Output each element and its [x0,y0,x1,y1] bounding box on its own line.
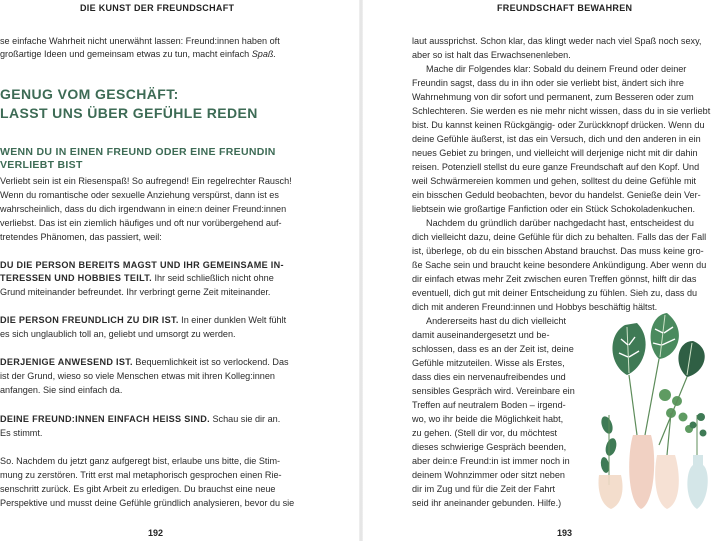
body-line: dass dies ein nervenaufreibendes und [412,372,566,382]
body-line: aber so ist halt das Erwachsenenleben. [412,50,571,60]
closing-line: So. Nachdem du jetzt ganz aufgeregt bist, erlaube uns bitte, die Stim- [0,456,281,466]
body-line: zu gehen. (Stell dir vor, du möchtest [412,428,558,438]
subheading-line-2: VERLIEBT BIST [0,159,83,171]
body-line: dir einfach etwas mehr Zeit zwischen euren Treffen gönnst, hilft dir das [412,274,697,284]
body-line: Gefühle mitzuteilen. Wisse als Erstes, [412,358,565,368]
list-item-1: TERESSEN UND HOBBIES TEILT. Ihr seid schließlich nicht ohne [0,273,274,283]
section-heading-line-2: LASST UNS ÜBER GEFÜHLE REDEN [0,105,258,121]
body-line: Freundin sagst, dass du in ihn oder sie verliebt bist, ändert sich ihre [412,78,684,88]
intro-line: großartige Ideen und gemeinsam etwas zu tun, macht einfach Spaß. [0,49,276,59]
page-number-left: 192 [148,528,164,538]
list-item-2: DIE PERSON FREUNDLICH ZU DIR IST. In einer dunklen Welt fühlt [0,315,287,325]
right-page [362,0,720,541]
body-line: tretendes Phänomen, das passiert, weil: [0,232,162,242]
monstera-leaf-icon [678,341,704,377]
list-item-1-text: Grund miteinander befreundet. Ihr verbringt gerne Zeit miteinander. [0,287,271,297]
body-line: Andererseits hast du dich vielleicht [426,316,567,326]
body-line: deine Gefühle äußerst, ist das ein Versuch, dich und den anderen in ein [412,134,701,144]
body-line: ist, überlege, ob du ein bisschen Abstand brauchst. Das muss keine gro- [412,246,704,256]
list-item-4-text: Es stimmt. [0,428,43,438]
body-line: reisen. Potenziell stellst du eure ganze Freundschaft auf den Kopf. Und [412,162,700,172]
body-line: deinem Wohnzimmer oder sitzt neben [412,470,565,480]
body-line: Nachdem du gründlich darüber nachgedacht hast, entscheidest du [426,218,694,228]
monstera-leaf-icon [612,323,645,375]
body-line: ein bisschen Geduld beobachten, bevor du handelst. Genieße dein Ver- [412,190,701,200]
body-line: wahrscheinlich, dass du dich irgendwann in eine:n deiner Freund:innen [0,204,287,214]
body-line: Wenn du romantische oder sexuelle Anziehung verspürst, dann ist es [0,190,279,200]
body-line: seid ihr aneinander gebunden. Hilfe.) [412,498,562,508]
body-line: Verliebt sein ist ein Riesenspaß! So aufregend! Ein regelrechter Rausch! [0,176,292,186]
vase-icon [655,455,679,509]
body-line: Schlechteren. Sie werden es nie mehr nicht wissen, dass du in sie verliebt [412,106,711,116]
body-line: damit auseinandergesetzt und be- [412,330,550,340]
body-line: weil Schwärmereien kommen und gehen, solltest du deine Gefühle mit [412,176,697,186]
vase-icon [629,435,654,509]
body-line: bist. Du kannst keinen Rückgängig- oder Zurückknopf drücken. Wenn du [412,120,705,130]
pilea-leaves-icon [659,389,693,433]
list-item-4: DEINE FREUND:INNEN EINFACH HEISS SIND. Schau sie dir an. [0,414,281,424]
body-line: dich vielleicht dazu, deine Gefühle für dich zu behalten. Falls das der Fall [412,232,707,242]
list-item-3: DERJENIGE ANWESEND IST. Bequemlichkeit ist so verlockend. Das [0,357,289,367]
body-line: Wahrnehmung von dir sofort und permanent, zum Besseren oder zum [412,92,694,102]
body-line: liebtsein wie großartige Fanfiction oder ein Stück Schokoladenkuchen. [412,204,696,214]
closing-line: senschritt zurück. Es gibt Arbeit zu erledigen. Du brauchst eine neue [0,484,276,494]
intro-line: se einfache Wahrheit nicht unerwähnt lassen: Freund:innen haben oft [0,36,280,46]
body-line: dieses schwierige Gespräch beenden, [412,442,567,452]
body-line: schlossen, dass es an der Zeit ist, deine [412,344,574,354]
body-line: Treffen auf neutralem Boden – irgend- [412,400,566,410]
list-item-1: DU DIE PERSON BEREITS MAGST UND IHR GEMEINSAME IN- [0,260,284,270]
body-line: verliebst. Das ist ein ziemlich häufiges und oft nur vorübergehend auf- [0,218,282,228]
vase-icon [599,475,623,509]
body-line: Mache dir Folgendes klar: Sobald du deinem Freund oder deiner [426,64,687,74]
page-number-right: 193 [557,528,573,538]
section-heading-line-1: GENUG VOM GESCHÄFT: [0,86,179,102]
potted-plants-illustration [597,305,717,515]
body-line: dir im Zug und für die Zeit der Fahrt [412,484,556,494]
body-line: aber dein:e Freund:in ist immer noch in [412,456,570,466]
body-line: sensibles Gespräch wird. Vereinbare ein [412,386,575,396]
monstera-leaf-icon [651,313,679,359]
list-item-3-text: ist der Grund, wieso so viele Menschen etwas mit ihren Kolleg:innen [0,371,275,381]
list-item-2-text: es sich unglaublich toll an, geliebt und umsorgt zu werden. [0,329,236,339]
body-line: neues Gebiet zu bringen, und vielleicht will derjenige nicht mit dir dahin [412,148,698,158]
closing-line: mung zu zerstören. Tritt erst mal metaphorisch gesprochen einen Rie- [0,470,282,480]
list-item-3-text: anfangen. Sie sind einfach da. [0,385,123,395]
running-head-left: DIE KUNST DER FREUNDSCHAFT [80,3,235,13]
body-line: wo, wo ihr beide die Möglichkeit habt, [412,414,564,424]
body-line: laut aussprichst. Schon klar, das klingt weder nach viel Spaß noch sexy, [412,36,702,46]
body-line: dich mit anderen Freund:innen und Hobbys beschäftig hältst. [412,302,658,312]
body-line: ße Sache sein und braucht keine besondere Ankündigung. Aber wenn du [412,260,707,270]
subheading-line-1: WENN DU IN EINEN FREUND ODER EINE FREUNDIN [0,146,276,158]
running-head-right: FREUNDSCHAFT BEWAHREN [497,3,633,13]
vase-icon [687,455,707,509]
body-line: eventuell, dich gut mit deiner Entscheidung zu fühlen. Sieh zu, dass du [412,288,698,298]
closing-line: Perspektive und musst deine Gefühle gründlich analysieren, bevor du sie [0,498,295,508]
